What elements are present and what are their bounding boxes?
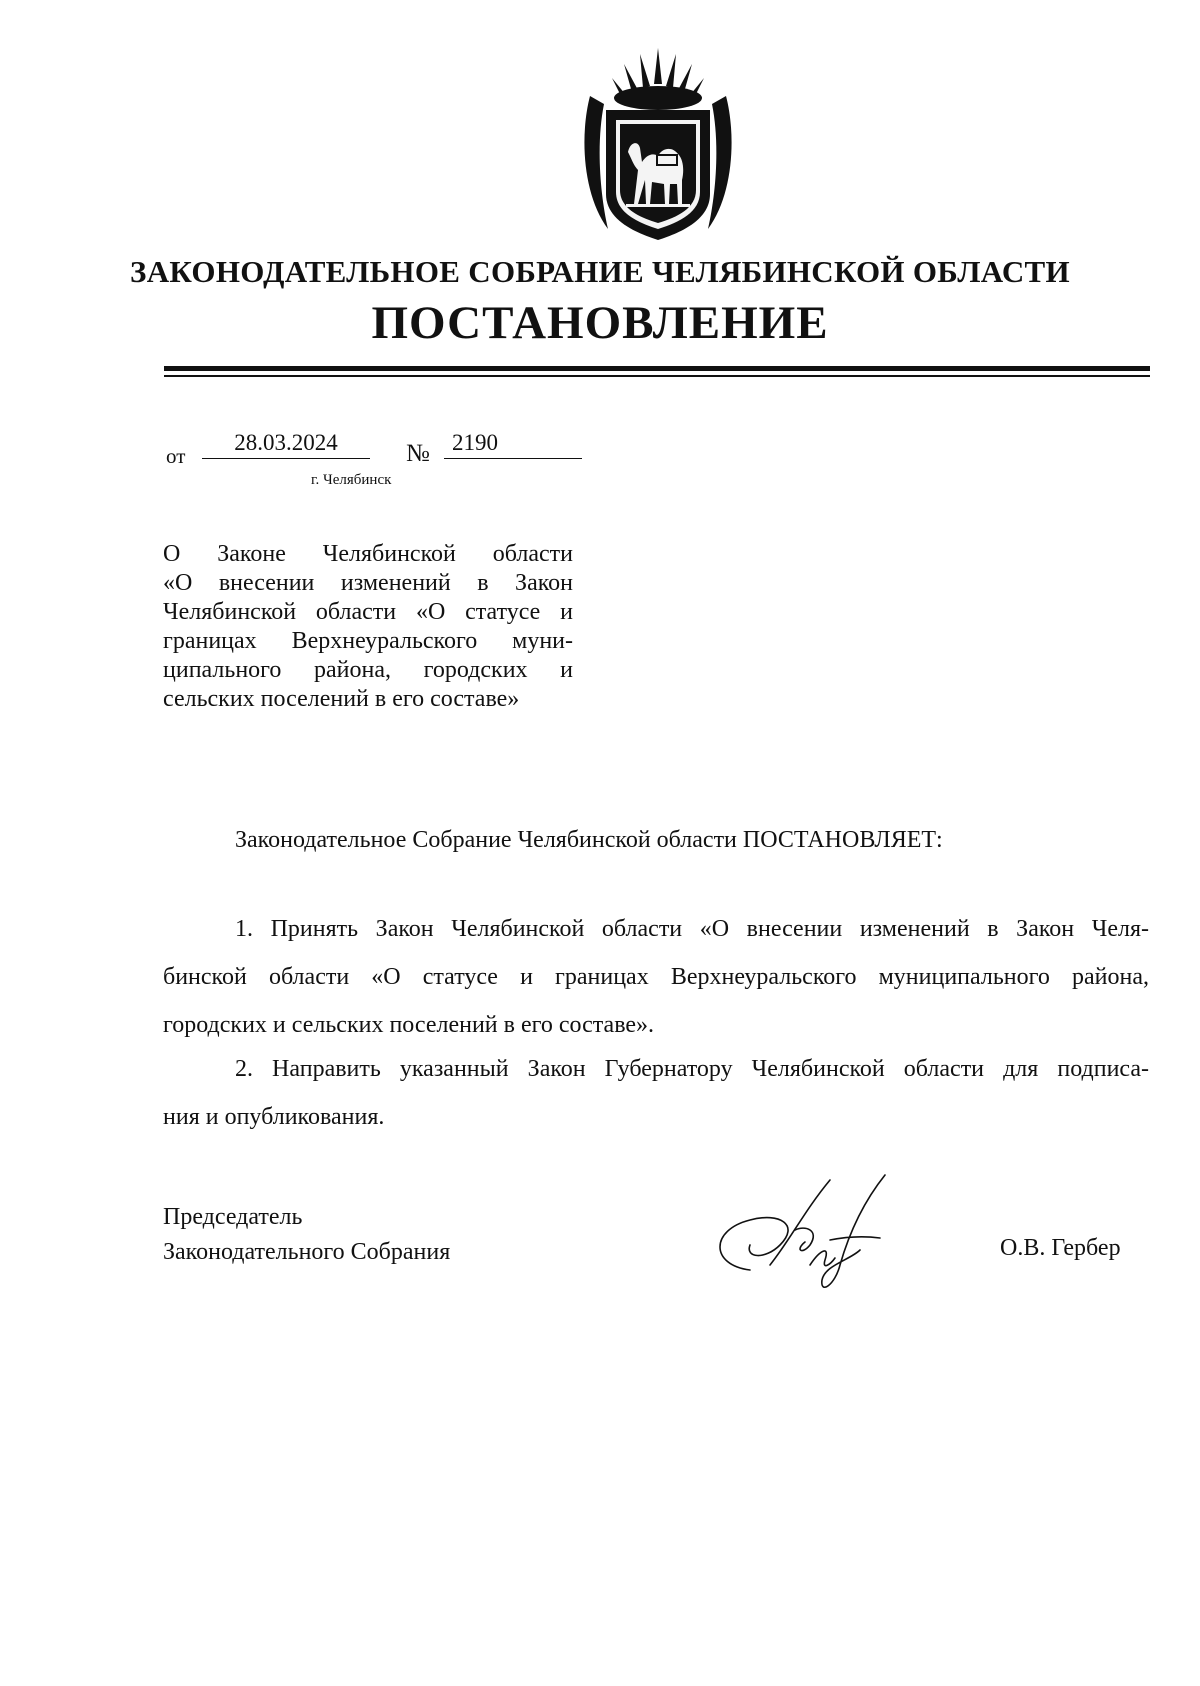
document-date: 28.03.2024 xyxy=(202,430,370,459)
paragraph-line: ния и опубликования. xyxy=(163,1104,385,1130)
subject-line: границах Верхнеуральского муни- xyxy=(163,628,573,654)
subject-line: О Законе Челябинской области xyxy=(163,541,573,567)
document-subject xyxy=(163,540,573,714)
decrees-statement: Законодательное Собрание Челябинской области ПОСТАНОВЛЯЕТ: xyxy=(235,827,943,853)
paragraph-line: 1. Принять Закон Челябинской области «О внесении изменений в Закон Челя- xyxy=(235,916,1149,942)
number-label: № xyxy=(406,440,430,467)
chelyabinsk-coat-of-arms-icon xyxy=(578,44,738,244)
header-divider-thin xyxy=(164,375,1150,377)
organization-name: ЗАКОНОДАТЕЛЬНОЕ СОБРАНИЕ ЧЕЛЯБИНСКОЙ ОБЛАСТИ xyxy=(130,254,1070,289)
signatory-title-line: Законодательного Собрания xyxy=(163,1239,451,1265)
handwritten-signature xyxy=(710,1170,900,1300)
resolution-item-2 xyxy=(163,1045,1149,1141)
signatory-name: О.В. Гербер xyxy=(1000,1235,1121,1261)
document-type-title: ПОСТАНОВЛЕНИЕ xyxy=(371,297,829,349)
header-divider-thick xyxy=(164,366,1150,371)
document-number: 2190 xyxy=(444,430,582,459)
paragraph-line: 2. Направить указанный Закон Губернатору Челябинской области для подписа- xyxy=(235,1056,1149,1082)
subject-line: «О внесении изменений в Закон xyxy=(163,570,573,596)
signatory-title-line: Председатель xyxy=(163,1204,303,1230)
subject-line: сельских поселений в его составе» xyxy=(163,686,520,712)
subject-line: ципального района, городских и xyxy=(163,657,573,683)
document-city: г. Челябинск xyxy=(311,472,392,488)
subject-line: Челябинской области «О статусе и xyxy=(163,599,573,625)
paragraph-line: городских и сельских поселений в его составе». xyxy=(163,1012,655,1038)
signatory-title xyxy=(163,1200,450,1270)
date-label: от xyxy=(166,444,186,468)
resolution-item-1 xyxy=(163,905,1149,1049)
paragraph-line: бинской области «О статусе и границах Верхнеуральского муниципального района, xyxy=(163,964,1149,990)
